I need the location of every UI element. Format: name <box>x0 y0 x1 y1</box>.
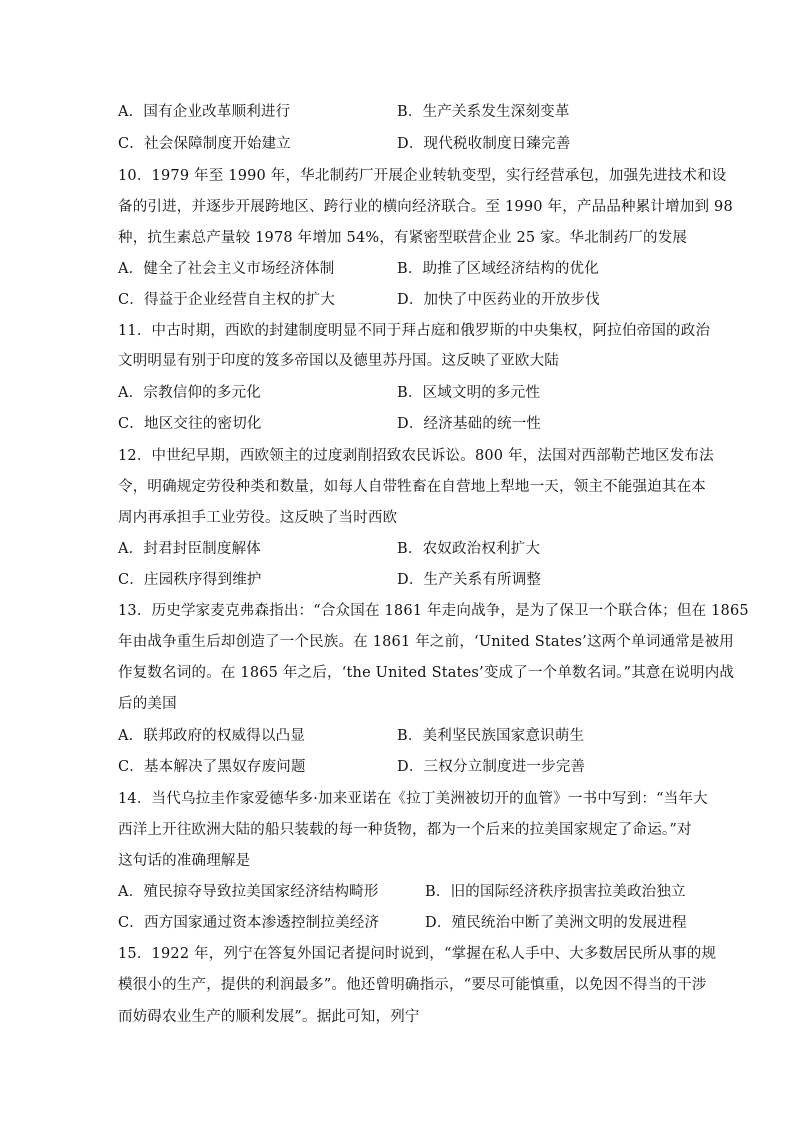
option-text: 区域文明的多元性 <box>422 385 541 401</box>
q14-stem-line: 14．当代乌拉圭作家爱德华多·加来亚诺在《拉丁美洲被切开的血管》一书中写到：“当年大 <box>118 791 708 807</box>
option-letter: A． <box>118 385 144 401</box>
option-letter: B． <box>397 261 423 277</box>
q14-option-a[interactable] <box>118 882 379 902</box>
q14-stem-line: 西洋上开往欧洲大陆的船只装载的每一种货物，都为一个后来的拉美国家规定了命运。”对 <box>118 822 692 838</box>
option-letter: B． <box>425 884 451 900</box>
q13-option-b[interactable] <box>397 726 584 746</box>
q10-option-a[interactable] <box>118 259 334 279</box>
option-letter: C． <box>118 759 144 775</box>
option-text: 地区交往的密切化 <box>144 416 262 432</box>
q14-option-c[interactable] <box>118 913 379 933</box>
option-text: 殖民统治中断了美洲文明的发展进程 <box>451 915 687 931</box>
option-text: 生产关系有所调整 <box>423 572 542 588</box>
option-letter: C． <box>118 292 144 308</box>
q15-stem-line: 模很小的生产，提供的利润最多”。他还曾明确指示，“要尽可能慎重，以免因不得当的干涉 <box>118 977 707 993</box>
option-letter: D． <box>397 292 424 308</box>
option-letter: A． <box>118 884 144 900</box>
option-letter: C． <box>118 136 144 152</box>
q10-option-b[interactable] <box>397 259 599 279</box>
option-letter: C． <box>118 416 144 432</box>
q9-option-d[interactable] <box>397 134 571 154</box>
option-text: 助推了区域经济结构的优化 <box>422 261 599 277</box>
q12-stem-line: 令，明确规定劳役种类和数量，如每人自带牲畜在自营地上犁地一天，领主不能强迫其在本 <box>118 479 706 495</box>
option-text: 西方国家通过资本渗透控制拉美经济 <box>144 915 380 931</box>
q10-stem-line: 备的引进，并逐步开展跨地区、跨行业的横向经济联合。至 1990 年，产品品种累计增加到 98 <box>118 199 733 215</box>
option-letter: B． <box>397 728 423 744</box>
q13-stem-line: 年由战争重生后却创造了一个民族。在 1861 年之前，‘United States’这两个单词通常是被用 <box>118 634 734 650</box>
q11-option-d[interactable] <box>397 414 541 434</box>
option-text: 宗教信仰的多元化 <box>143 385 261 401</box>
option-letter: B． <box>397 385 423 401</box>
option-text: 殖民掠夺导致拉美国家经济结构畸形 <box>143 884 379 900</box>
option-letter: B． <box>397 104 423 120</box>
q13-option-a[interactable] <box>118 726 305 746</box>
option-letter: C． <box>118 572 144 588</box>
option-text: 基本解决了黑奴存废问题 <box>144 759 306 775</box>
option-text: 国有企业改革顺利进行 <box>143 104 291 120</box>
q15-stem-line: 15．1922 年，列宁在答复外国记者提问时说到，“掌握在私人手中、大多数居民所从事的规 <box>118 946 717 962</box>
q12-option-b[interactable] <box>397 539 540 559</box>
q13-option-c[interactable] <box>118 757 306 777</box>
option-text: 得益于企业经营自主权的扩大 <box>144 292 336 308</box>
q13-stem-line: 13．历史学家麦克弗森指出：“合众国在 1861 年走向战争，是为了保卫一个联合体；但在 1865 <box>118 603 749 619</box>
q12-option-a[interactable] <box>118 539 261 559</box>
q9-option-a[interactable] <box>118 102 290 122</box>
q9-option-b[interactable] <box>397 102 570 122</box>
q11-option-b[interactable] <box>397 383 540 403</box>
option-text: 农奴政治权利扩大 <box>422 541 541 557</box>
option-text: 庄园秩序得到维护 <box>144 572 262 588</box>
option-letter: A． <box>118 261 144 277</box>
q11-option-c[interactable] <box>118 414 262 434</box>
q12-option-c[interactable] <box>118 570 262 590</box>
option-text: 健全了社会主义市场经济体制 <box>143 261 335 277</box>
option-letter: A． <box>118 104 144 120</box>
option-letter: A． <box>118 541 144 557</box>
q10-stem-line: 10．1979 年至 1990 年，华北制药厂开展企业转轨变型，实行经营承包，加强先进技术和设 <box>118 168 727 184</box>
option-text: 加快了中医药业的开放步伐 <box>423 292 600 308</box>
q14-option-b[interactable] <box>425 882 686 902</box>
q11-option-a[interactable] <box>118 383 261 403</box>
option-letter: D． <box>397 572 424 588</box>
q15-stem-line: 而妨碍农业生产的顺利发展”。据此可知，列宁 <box>118 1009 420 1025</box>
q13-option-d[interactable] <box>397 757 585 777</box>
option-text: 联邦政府的权威得以凸显 <box>143 728 306 744</box>
option-text: 旧的国际经济秩序损害拉美政治独立 <box>450 884 686 900</box>
q10-option-c[interactable] <box>118 290 335 310</box>
option-letter: A． <box>118 728 144 744</box>
q13-stem-line: 作复数名词的。在 1865 年之后，‘the United States’变成了一个单数名词。”其意在说明内战 <box>118 665 735 681</box>
option-letter: D． <box>397 416 424 432</box>
q12-option-d[interactable] <box>397 570 541 590</box>
q11-stem-line: 11．中古时期，西欧的封建制度明显不同于拜占庭和俄罗斯的中央集权，阿拉伯帝国的政治 <box>118 323 711 339</box>
q12-stem-line: 12．中世纪早期，西欧领主的过度剥削招致农民诉讼。800 年，法国对西部勒芒地区发布法 <box>118 448 714 464</box>
q11-stem-line: 文明明显有别于印度的笈多帝国以及德里苏丹国。这反映了亚欧大陆 <box>118 353 559 369</box>
option-letter: C． <box>118 915 144 931</box>
q13-stem-line: 后的美国 <box>118 696 177 712</box>
option-text: 生产关系发生深刻变革 <box>422 104 570 120</box>
option-text: 社会保障制度开始建立 <box>144 136 291 152</box>
q14-option-d[interactable] <box>425 913 687 933</box>
option-text: 美利坚民族国家意识萌生 <box>422 728 585 744</box>
q9-option-c[interactable] <box>118 134 291 154</box>
q14-stem-line: 这句话的准确理解是 <box>118 853 251 869</box>
option-text: 现代税收制度日臻完善 <box>423 136 571 152</box>
option-text: 三权分立制度进一步完善 <box>423 759 586 775</box>
option-text: 封君封臣制度解体 <box>143 541 261 557</box>
option-letter: B． <box>397 541 423 557</box>
q10-stem-line: 种，抗生素总产量较 1978 年增加 54%，有紧密型联营企业 25 家。华北制药厂的发展 <box>118 230 688 246</box>
option-letter: D． <box>397 759 424 775</box>
q12-stem-line: 周内再承担手工业劳役。这反映了当时西欧 <box>118 510 398 526</box>
q10-option-d[interactable] <box>397 290 600 310</box>
option-letter: D． <box>425 915 452 931</box>
option-text: 经济基础的统一性 <box>423 416 542 432</box>
option-letter: D． <box>397 136 424 152</box>
